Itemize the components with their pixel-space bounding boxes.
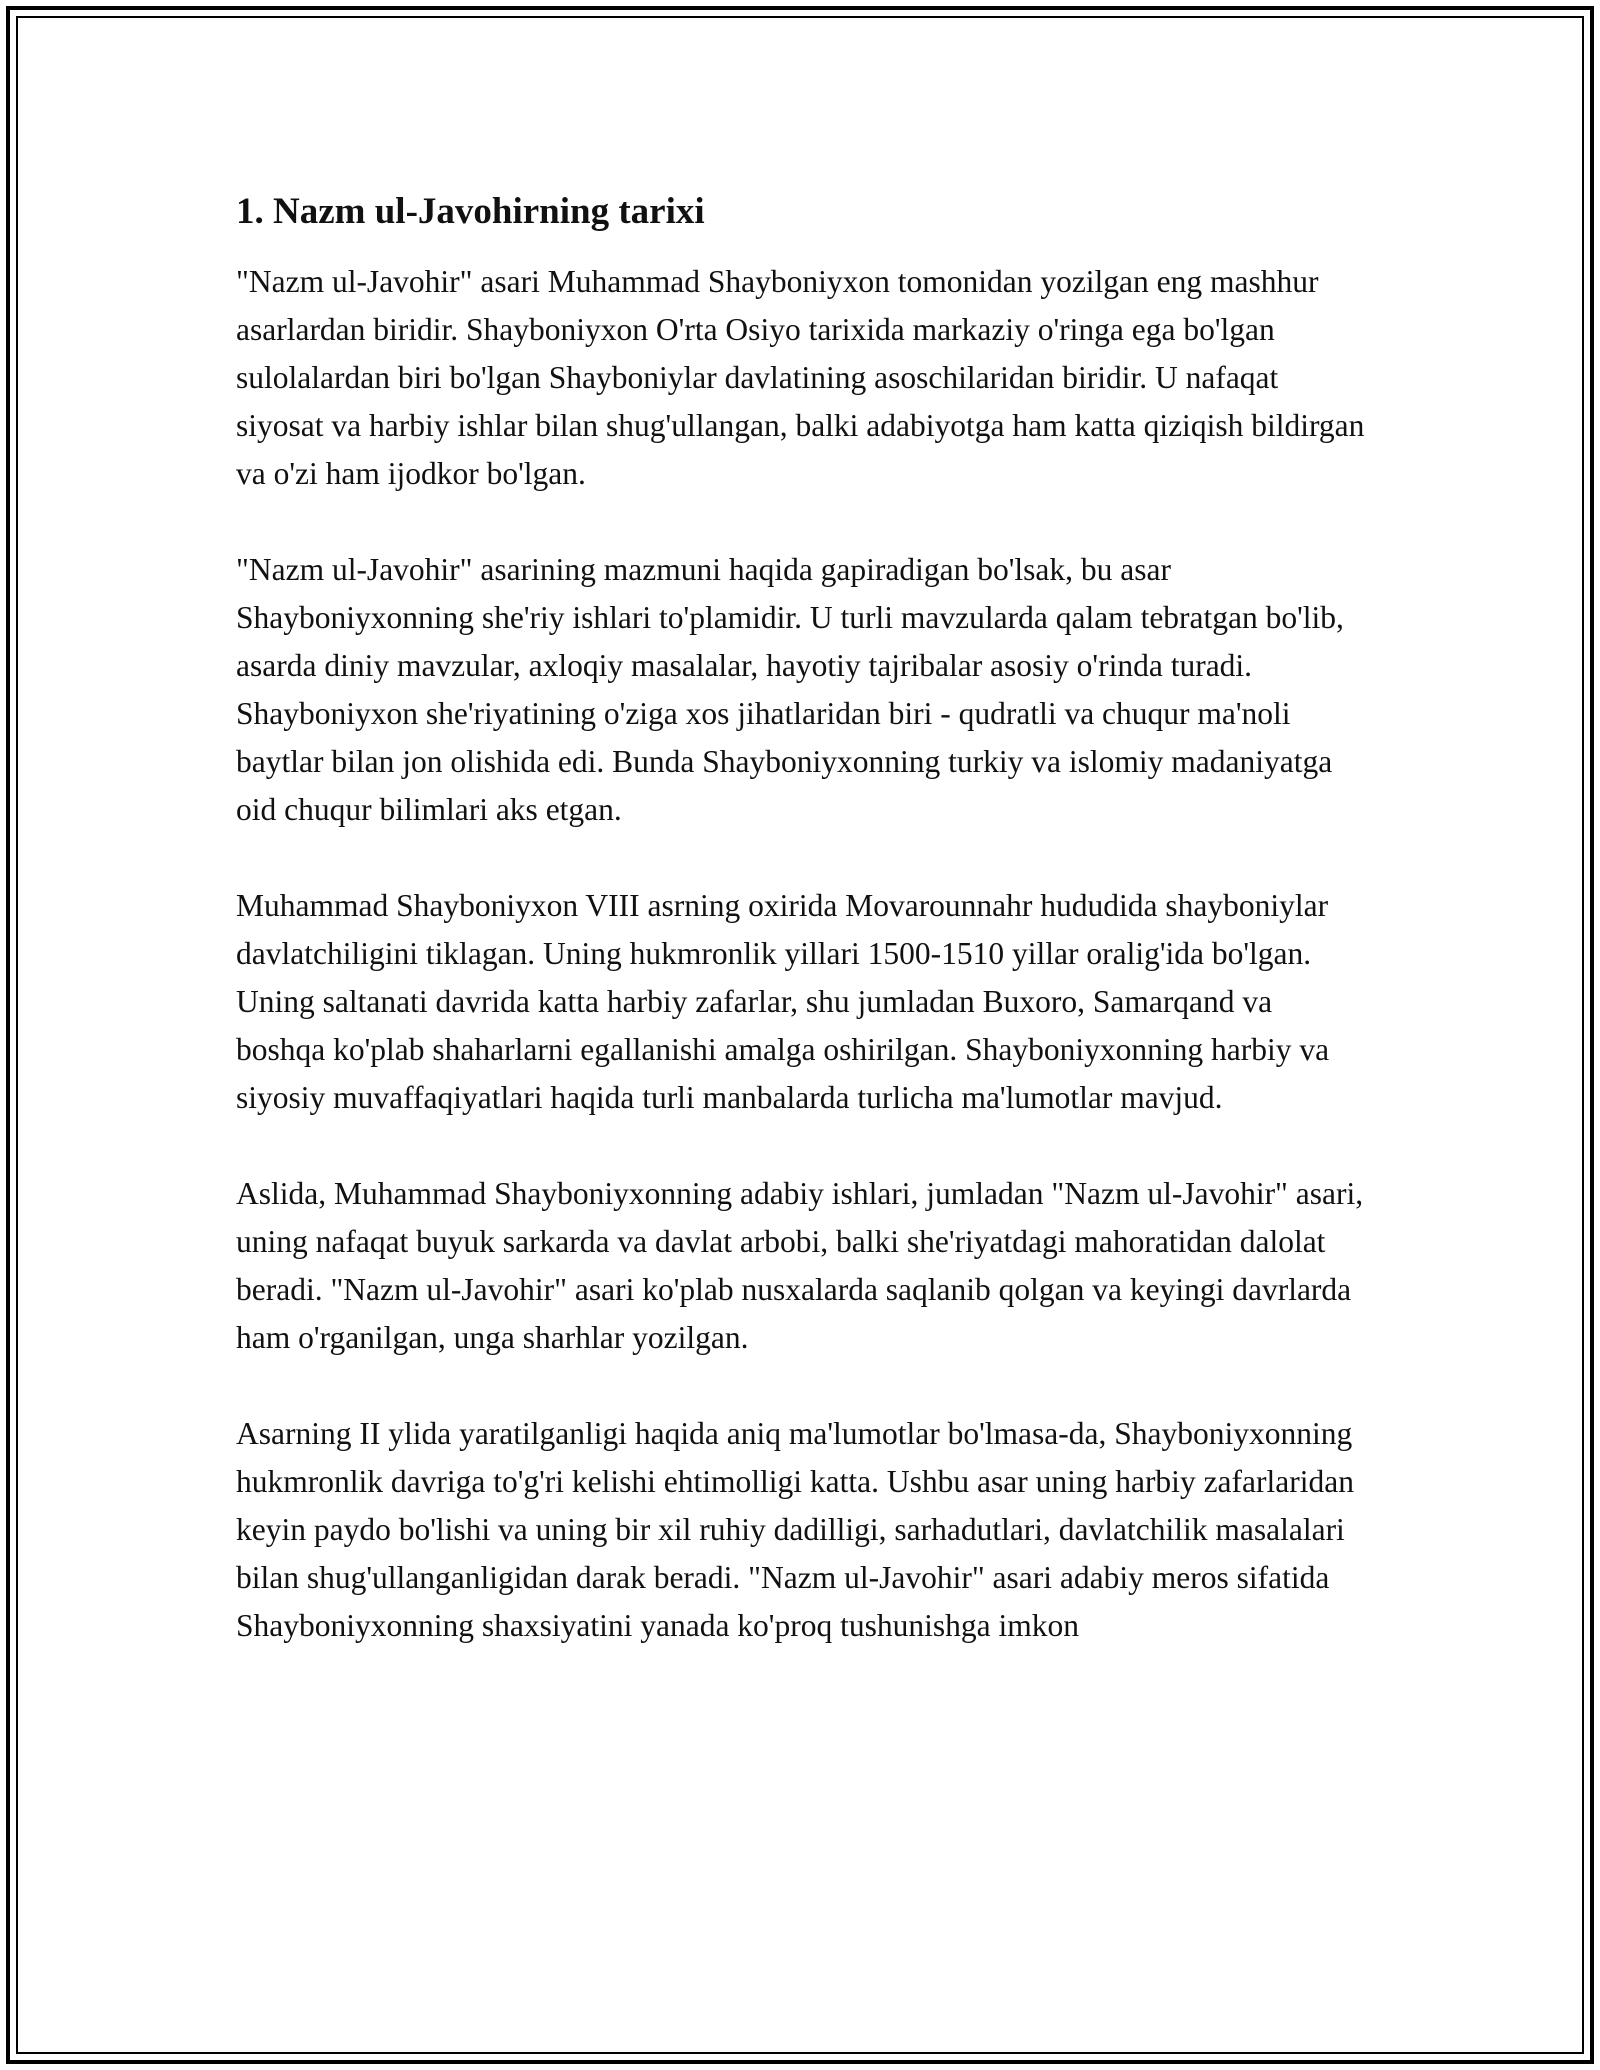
paragraph-3: Muhammad Shayboniyxon VIII asrning oxirida Movarounnahr hududida shayboniylar davlatchiligini tiklagan. Uning hukmronlik yillari 1500-1510 yillar oralig'ida bo'lgan. Uning saltanati davrida katta harbiy zafarlar, shu jumladan Buxoro, Samarqand va boshqa ko'plab shaharlarni egallanishi amalga oshirilgan. Shayboniyxonning harbiy va siyosiy muvaffaqiyatlari haqida turli manbalarda turlicha ma'lumotlar mavjud. [236, 888, 1330, 1115]
paragraph-5: Asarning II ylida yaratilganligi haqida aniq ma'lumotlar bo'lmasa-da, Shayboniyxonning hukmronlik davriga to'g'ri kelishi ehtimolligi katta. Ushbu asar uning harbiy zafarlaridan keyin paydo bo'lishi va uning bir xil ruhiy dadilligi, sarhadutlari, davlatchilik masalalari bilan shug'ullanganligidan darak beradi. "Nazm ul-Javohir" asari adabiy meros sifatida Shayboniyxonning shaxsiyatini yanada ko'proq tushunishga imkon [236, 1416, 1354, 1643]
section-heading: 1. Nazm ul-Javohirning tarixi [236, 191, 705, 232]
document-body [236, 184, 1366, 1698]
paragraph-1: "Nazm ul-Javohir" asari Muhammad Shayboniyxon tomonidan yozilgan eng mashhur asarlardan biridir. Shayboniyxon O'rta Osiyo tarixida markaziy o'ringa ega bo'lgan sulolalardan biri bo'lgan Shayboniylar davlatining asoschilaridan biridir. U nafaqat siyosat va harbiy ishlar bilan shug'ullangan, balki adabiyotga ham katta qiziqish bildirgan va o'zi ham ijodkor bo'lgan. [236, 264, 1365, 491]
paragraph-4: Aslida, Muhammad Shayboniyxonning adabiy ishlari, jumladan "Nazm ul-Javohir" asari, uning nafaqat buyuk sarkarda va davlat arbobi, balki she'riyatdagi mahoratidan dalolat beradi. "Nazm ul-Javohir" asari ko'plab nusxalarda saqlanib qolgan va keyingi davrlarda ham o'rganilgan, unga sharhlar yozilgan. [236, 1176, 1364, 1355]
paragraph-2: "Nazm ul-Javohir" asarining mazmuni haqida gapiradigan bo'lsak, bu asar Shayboniyxonning she'riy ishlari to'plamidir. U turli mavzularda qalam tebratgan bo'lib, asarda diniy mavzular, axloqiy masalalar, hayotiy tajribalar asosiy o'rinda turadi. Shayboniyxon she'riyatining o'ziga xos jihatlaridan biri - qudratli va chuqur ma'noli baytlar bilan jon olishida edi. Bunda Shayboniyxonning turkiy va islomiy madaniyatga oid chuqur bilimlari aks etgan. [236, 552, 1344, 827]
